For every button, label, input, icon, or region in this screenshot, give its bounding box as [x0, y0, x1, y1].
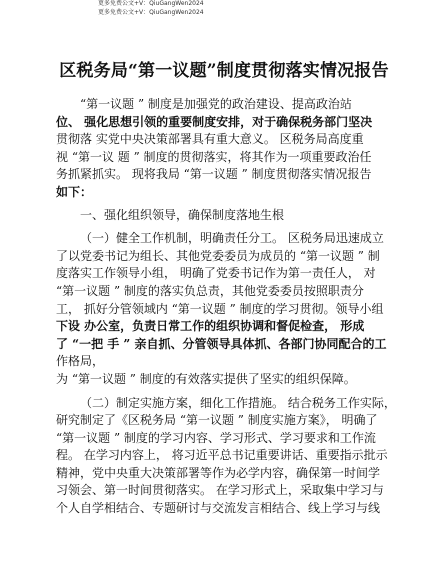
text-line: “第一议题 ” 制度的落实负总责，其他党委委员按照职责分	[56, 283, 364, 298]
text-line: 工， 抓好分管领域内 “第一议题 ” 制度的学习贯彻。领导小组	[56, 301, 384, 316]
watermark-text: 更多免费公文+V：QiuGangWen2024	[98, 0, 204, 7]
section-heading	[56, 207, 411, 225]
text-line: 下设 办公室，负责日常工作的组织协调和督促检查， 形成	[56, 319, 365, 334]
intro-paragraph	[56, 96, 411, 202]
text-line: “第一议题 ” 制度的学习内容、学习形式、学习要求和工作流	[56, 430, 376, 445]
text-line: “第一议题 ” 制度是加强党的政治建设、提高政治站	[80, 97, 352, 111]
text-line: 研究制定了《区税务局 “第一议题 ” 制度实施方案》， 明确了	[56, 413, 378, 428]
text-line: （二）制定实施方案，细化工作措施。 结合税务工作实际，	[80, 395, 396, 410]
paragraph	[56, 230, 411, 388]
text-line: 了以党委书记为组长、其他党委委员为成员的 “第一议题 ” 制	[56, 248, 380, 263]
paragraph	[56, 395, 411, 518]
text-line: 度落实工作领导小组， 明确了党委书记作为第一责任人， 对	[56, 266, 376, 281]
text-line: 精神，党中央重大决策部署等作为必学内容，确保第一时间学	[56, 465, 381, 480]
text-line: 作格局，	[56, 354, 105, 369]
text-line: 习领会、第一时间贯彻落实。 在学习形式上，采取集中学习与	[56, 483, 384, 498]
text-line: 为 “第一议题 ” 制度的有效落实提供了坚实的组织保障。	[56, 371, 356, 386]
text-line: 程。 在学习内容上， 将习近平总书记重要讲话、重要指示批示	[56, 448, 388, 463]
text-line: 一、强化组织领导，确保制度落地生根	[80, 207, 285, 222]
text-line: 如下：	[56, 184, 93, 199]
watermark-text: 更多免费公文+V：QiuGangWen2024	[98, 9, 204, 16]
text-line: 了 “一把 手 ” 亲自抓、分管领导具体抓、各部门协同配合的工	[56, 336, 387, 351]
text-line: 务抓紧抓实。 现将我局 “第一议题 ” 制度贯彻落实情况报告	[56, 167, 372, 182]
document-title: 区税务局“第一议题”制度贯彻落实情况报告	[59, 61, 389, 81]
text-line: 位、 强化思想引领的重要制度安排，对于确保税务部门坚决	[56, 114, 373, 129]
text-line: 个人自学相结合、专题研讨与交流发言相结合、线上学习与线	[56, 501, 381, 516]
text-line: 贯彻落 实党中央决策部署具有重大意义。 区税务局高度重	[56, 132, 364, 147]
document-body	[56, 96, 411, 518]
text-line: （一）健全工作机制，明确责任分工。 区税务局迅速成立	[80, 231, 384, 246]
text-line: 视 “第一议 题 ” 制度的贯彻落实，将其作为一项重要政治任	[56, 149, 372, 164]
